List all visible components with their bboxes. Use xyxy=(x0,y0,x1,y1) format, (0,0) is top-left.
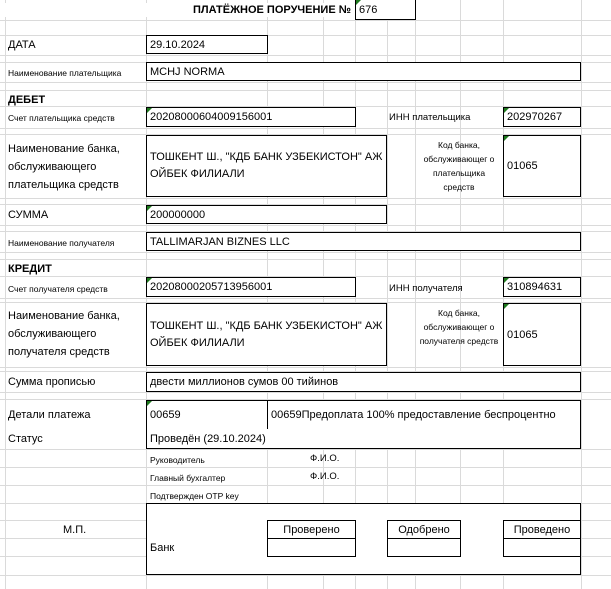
payer-account-field[interactable]: 20208000604009156001 xyxy=(146,107,356,127)
bank-label: Банк xyxy=(150,542,175,554)
recipient-inn-label: ИНН получателя xyxy=(389,283,463,294)
date-label: ДАТА xyxy=(8,39,36,51)
processed-cell[interactable] xyxy=(503,538,581,557)
amount-words-label: Сумма прописью xyxy=(8,376,96,388)
amount-label: СУММА xyxy=(8,209,49,221)
recipient-bank-label: Наименование банка, обслуживающего получателя средств xyxy=(8,310,120,358)
page-title: ПЛАТЁЖНОЕ ПОРУЧЕНИЕ № xyxy=(0,3,351,17)
payer-field[interactable]: MCHJ NORMA xyxy=(146,62,581,81)
recipient-field[interactable]: TALLIMARJAN BIZNES LLC xyxy=(146,232,581,251)
payer-bank-label: Наименование банка, обслуживающего плательщика средств xyxy=(8,143,120,191)
order-number[interactable]: 676 xyxy=(355,0,416,20)
payer-inn-field[interactable]: 202970267 xyxy=(503,107,581,127)
head-name: Ф.И.О. xyxy=(310,453,340,464)
checked-cell[interactable] xyxy=(267,538,356,557)
processed-header: Проведено xyxy=(503,520,581,539)
otp-confirmation: Подтвержден OTP key xyxy=(150,491,239,501)
recipient-account-label: Счет получателя средств xyxy=(8,284,108,294)
amount-field[interactable]: 200000000 xyxy=(146,205,387,224)
approved-cell[interactable] xyxy=(387,538,461,557)
payer-bank-code-field[interactable]: 01065 xyxy=(503,135,581,197)
recipient-inn-field[interactable]: 310894631 xyxy=(503,277,581,297)
payer-bank-field[interactable]: ТОШКЕНТ Ш., "КДБ БАНК УЗБЕКИСТОН" АЖ ОЙБЕК ФИЛИАЛИ xyxy=(146,135,387,197)
details-text-field[interactable]: 00659Предоплата 100% предоставление беспроцентно xyxy=(267,400,581,430)
status-field: Проведён (29.10.2024) xyxy=(146,429,581,449)
credit-heading: КРЕДИТ xyxy=(8,263,52,275)
accountant-name: Ф.И.О. xyxy=(310,471,340,482)
details-code-field[interactable]: 00659 xyxy=(146,400,268,430)
payer-account-label: Счет плательщика средств xyxy=(8,113,115,123)
status-label: Статус xyxy=(8,433,43,445)
date-field[interactable]: 29.10.2024 xyxy=(146,35,268,54)
checked-header: Проверено xyxy=(267,520,356,539)
recipient-account-field[interactable]: 20208000205713956001 xyxy=(146,277,356,297)
amount-words-field[interactable]: двести миллионов сумов 00 тийинов xyxy=(146,372,581,392)
payer-inn-label: ИНН плательщика xyxy=(389,112,471,123)
recipient-label: Наименование получателя xyxy=(8,238,115,248)
debit-heading: ДЕБЕТ xyxy=(8,94,46,106)
details-label: Детали платежа xyxy=(8,409,91,421)
head-label: Руководитель xyxy=(150,455,205,465)
accountant-label: Главный бухгалтер xyxy=(150,473,226,483)
payer-bank-code-label: Код банка, обслуживающег о плательщика средств xyxy=(423,140,495,192)
payer-label: Наименование плательщика xyxy=(8,68,122,78)
recipient-bank-code-label: Код банка, обслуживающег о получателя средств xyxy=(419,308,499,346)
recipient-bank-field[interactable]: ТОШКЕНТ Ш., "КДБ БАНК УЗБЕКИСТОН" АЖ ОЙБЕК ФИЛИАЛИ xyxy=(146,303,387,366)
recipient-bank-code-field[interactable]: 01065 xyxy=(503,303,581,366)
approved-header: Одобрено xyxy=(387,520,461,539)
stamp-label: М.П. xyxy=(63,524,87,536)
